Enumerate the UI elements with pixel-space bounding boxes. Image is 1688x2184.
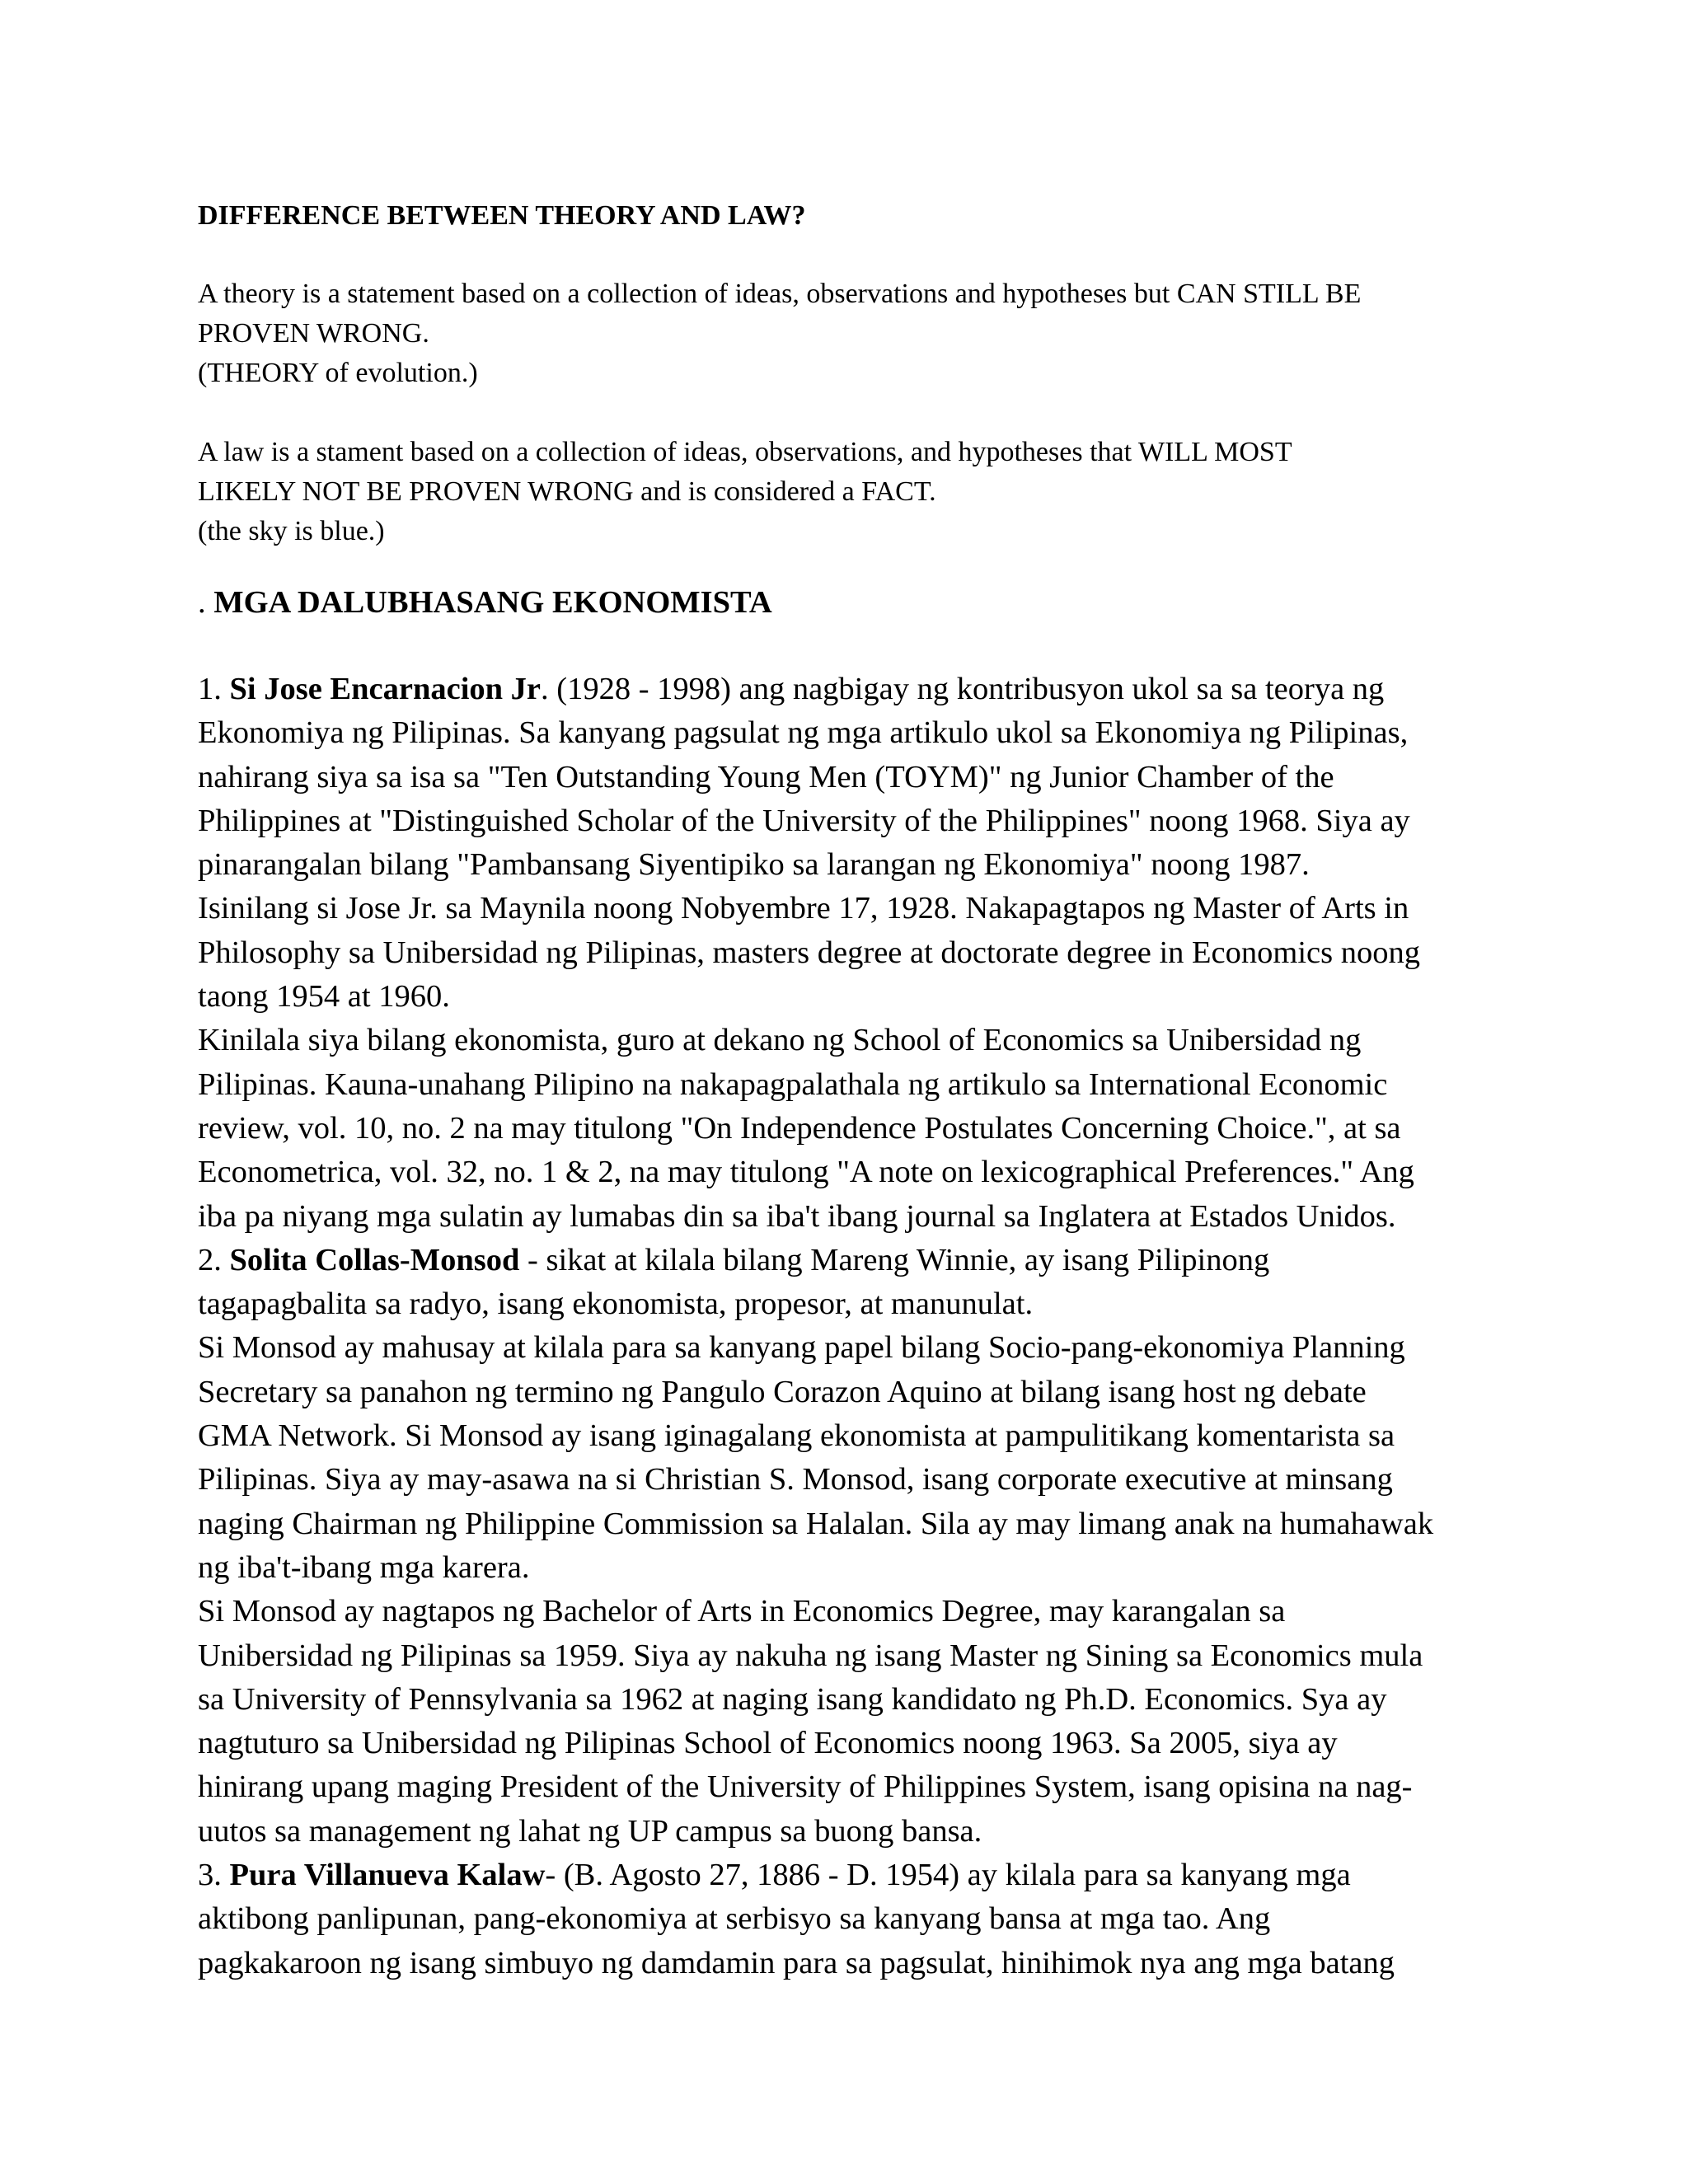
entry-number: 1. — [198, 672, 230, 706]
text-line: Econometrica, vol. 32, no. 1 & 2, na may titulong "A note on lexicographical Preferences." Ang — [198, 1155, 1414, 1190]
text-line: pinarangalan bilang "Pambansang Siyentipiko sa larangan ng Ekonomiya" noong 1987. — [198, 847, 1310, 883]
entry-text: - sikat at kilala bilang Mareng Winnie, ay isang Pilipinong — [519, 1242, 1270, 1277]
text-line: Pilipinas. Kauna-unahang Pilipino na nakapagpalathala ng artikulo sa International Economic — [198, 1066, 1388, 1102]
text-line: Si Monsod ay nagtapos ng Bachelor of Arts in Economics Degree, may karangalan sa — [198, 1594, 1286, 1629]
text-line: naging Chairman ng Philippine Commission sa Halalan. Sila ay may limang anak na humahawak — [198, 1506, 1434, 1541]
text-line: Pilipinas. Siya ay may-asawa na si Christian S. Monsod, isang corporate executive at minsang — [198, 1462, 1393, 1497]
text-line: nagtuturo sa Unibersidad ng Pilipinas School of Economics noong 1963. Sa 2005, siya ay — [198, 1726, 1338, 1761]
economist-entry-1 — [198, 668, 1517, 1239]
economist-name: Pura Villanueva Kalaw — [229, 1858, 546, 1893]
text-line: Philosophy sa Unibersidad ng Pilipinas, masters degree at doctorate degree in Economics noong — [198, 935, 1420, 970]
text-line: A theory is a statement based on a collection of ideas, observations and hypotheses but CAN STILL BE — [198, 279, 1362, 309]
text-line: Philippines at "Distinguished Scholar of the University of the Philippines" noong 1968. Siya ay — [198, 803, 1410, 838]
text-line: Secretary sa panahon ng termino ng Pangulo Corazon Aquino at bilang isang host ng debate — [198, 1374, 1367, 1409]
page-title: DIFFERENCE BETWEEN THEORY AND LAW? — [198, 200, 806, 231]
text-line: taong 1954 at 1960. — [198, 979, 450, 1015]
section-heading-text: MGA DALUBHASANG EKONOMISTA — [213, 585, 772, 620]
text-line: Unibersidad ng Pilipinas sa 1959. Siya ay nakuha ng isang Master ng Sining sa Economics mula — [198, 1638, 1423, 1673]
economist-name: Solita Collas-Monsod — [229, 1242, 520, 1277]
text-line: review, vol. 10, no. 2 na may titulong "On Independence Postulates Concerning Choice.", at sa — [198, 1110, 1401, 1146]
text-line: nahirang siya sa isa sa "Ten Outstanding Young Men (TOYM)" ng Junior Chamber of the — [198, 759, 1334, 794]
economists-body — [198, 668, 1517, 1985]
section-prefix: . — [198, 585, 214, 620]
text-line: Kinilala siya bilang ekonomista, guro at dekano ng School of Economics sa Unibersidad ng — [198, 1023, 1362, 1058]
entry-text: . (1928 - 1998) ang nagbigay ng kontribusyon ukol sa sa teorya ng — [541, 672, 1385, 706]
text-line: LIKELY NOT BE PROVEN WRONG and is considered a FACT. — [198, 476, 936, 507]
law-definition — [198, 433, 1517, 551]
theory-definition — [198, 274, 1517, 393]
text-line: tagapagbalita sa radyo, isang ekonomista, propesor, at manunulat. — [198, 1286, 1034, 1322]
entry-number: 3. — [198, 1858, 230, 1893]
economist-entry-2 — [198, 1239, 1517, 1854]
text-line: pagkakaroon ng isang simbuyo ng damdamin para sa pagsulat, hinihimok nya ang mga batang — [198, 1945, 1395, 1980]
text-line: GMA Network. Si Monsod ay isang iginagalang ekonomista at pampulitikang komentarista sa — [198, 1418, 1395, 1454]
text-line: uutos sa management ng lahat ng UP campus sa buong bansa. — [198, 1813, 982, 1849]
text-line: hinirang upang maging President of the University of Philippines System, isang opisina na nag- — [198, 1769, 1413, 1805]
economist-name: Si Jose Encarnacion Jr — [229, 672, 542, 706]
entry-text: - (B. Agosto 27, 1886 - D. 1954) ay kilala para sa kanyang mga — [545, 1858, 1351, 1893]
text-line: sa University of Pennsylvania sa 1962 at naging isang kandidato ng Ph.D. Economics. Sya ay — [198, 1681, 1387, 1717]
entry-first-line — [198, 1239, 1517, 1282]
text-line: PROVEN WRONG. — [198, 318, 429, 349]
document-page — [198, 0, 1517, 2184]
text-line: aktibong panlipunan, pang-ekonomiya at serbisyo sa kanyang bansa at mga tao. Ang — [198, 1901, 1271, 1937]
text-line: Ekonomiya ng Pilipinas. Sa kanyang pagsulat ng mga artikulo ukol sa Ekonomiya ng Pilipinas, — [198, 715, 1409, 751]
text-line: (the sky is blue.) — [198, 516, 385, 546]
economist-entry-3 — [198, 1854, 1517, 1985]
entry-first-line — [198, 668, 1517, 711]
text-line: Si Monsod ay mahusay at kilala para sa kanyang papel bilang Socio-pang-ekonomiya Planning — [198, 1330, 1405, 1366]
section-heading — [198, 581, 772, 625]
text-line: iba pa niyang mga sulatin ay lumabas din sa iba't ibang journal sa Inglatera at Estados Unidos. — [198, 1198, 1396, 1234]
text-line: A law is a stament based on a collection of ideas, observations, and hypotheses that WILL MOST — [198, 437, 1292, 467]
text-line: (THEORY of evolution.) — [198, 358, 478, 388]
text-line: Isinilang si Jose Jr. sa Maynila noong Nobyembre 17, 1928. Nakapagtapos ng Master of Arts in — [198, 891, 1409, 926]
entry-first-line — [198, 1854, 1517, 1897]
text-line: ng iba't-ibang mga karera. — [198, 1549, 530, 1585]
entry-number: 2. — [198, 1242, 230, 1277]
